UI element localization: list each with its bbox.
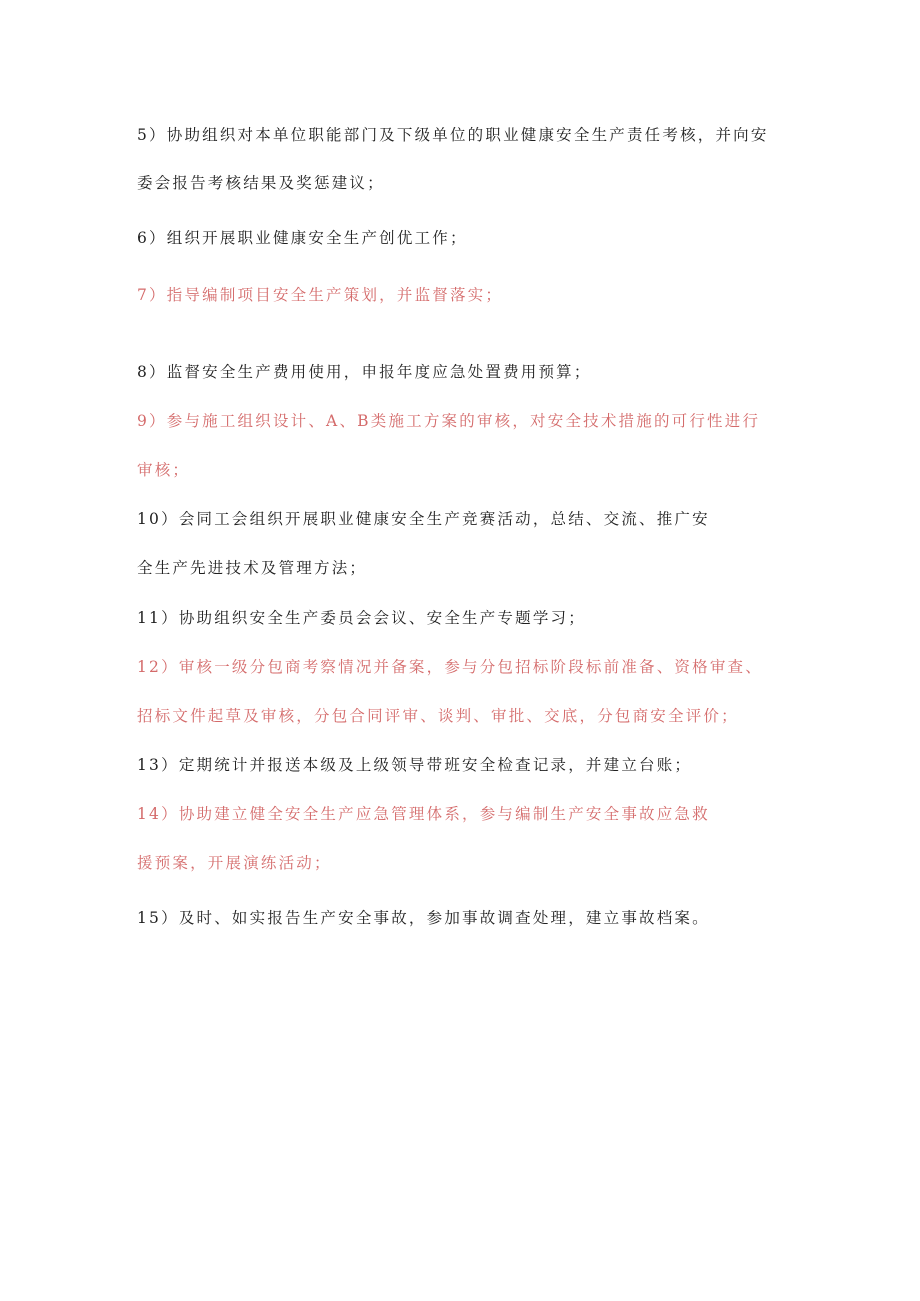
line-12a: 12）审核一级分包商考察情况并备案，参与分包招标阶段标前准备、资格审查、 [137,658,763,676]
line-12b: 招标文件起草及审核，分包合同评审、谈判、审批、交底，分包商安全评价； [137,707,739,725]
line-10b: 全生产先进技术及管理方法； [137,559,368,577]
line-6: 6）组织开展职业健康安全生产创优工作； [137,229,468,247]
line-13: 13）定期统计并报送本级及上级领导带班安全检查记录，并建立台账； [137,756,693,774]
line-14a: 14）协助建立健全安全生产应急管理体系，参与编制生产安全事故应急救 [137,805,710,823]
line-11: 11）协助组织安全生产委员会会议、安全生产专题学习； [137,609,586,627]
line-9b: 审核； [137,461,191,479]
line-8: 8）监督安全生产费用使用，申报年度应急处置费用预算； [137,363,592,381]
line-15: 15）及时、如实报告生产安全事故，参加事故调查处理，建立事故档案。 [137,909,710,927]
line-10a: 10）会同工会组织开展职业健康安全生产竞赛活动，总结、交流、推广安 [137,510,710,528]
line-7: 7）指导编制项目安全生产策划，并监督落实； [137,286,504,304]
line-5b: 委会报告考核结果及奖惩建议； [137,174,385,192]
line-14b: 援预案，开展演练活动； [137,854,332,872]
line-5a: 5）协助组织对本单位职能部门及下级单位的职业健康安全生产责任考核，并向安 [137,126,769,144]
line-9a: 9）参与施工组织设计、A、B类施工方案的审核，对安全技术措施的可行性进行 [137,412,761,430]
